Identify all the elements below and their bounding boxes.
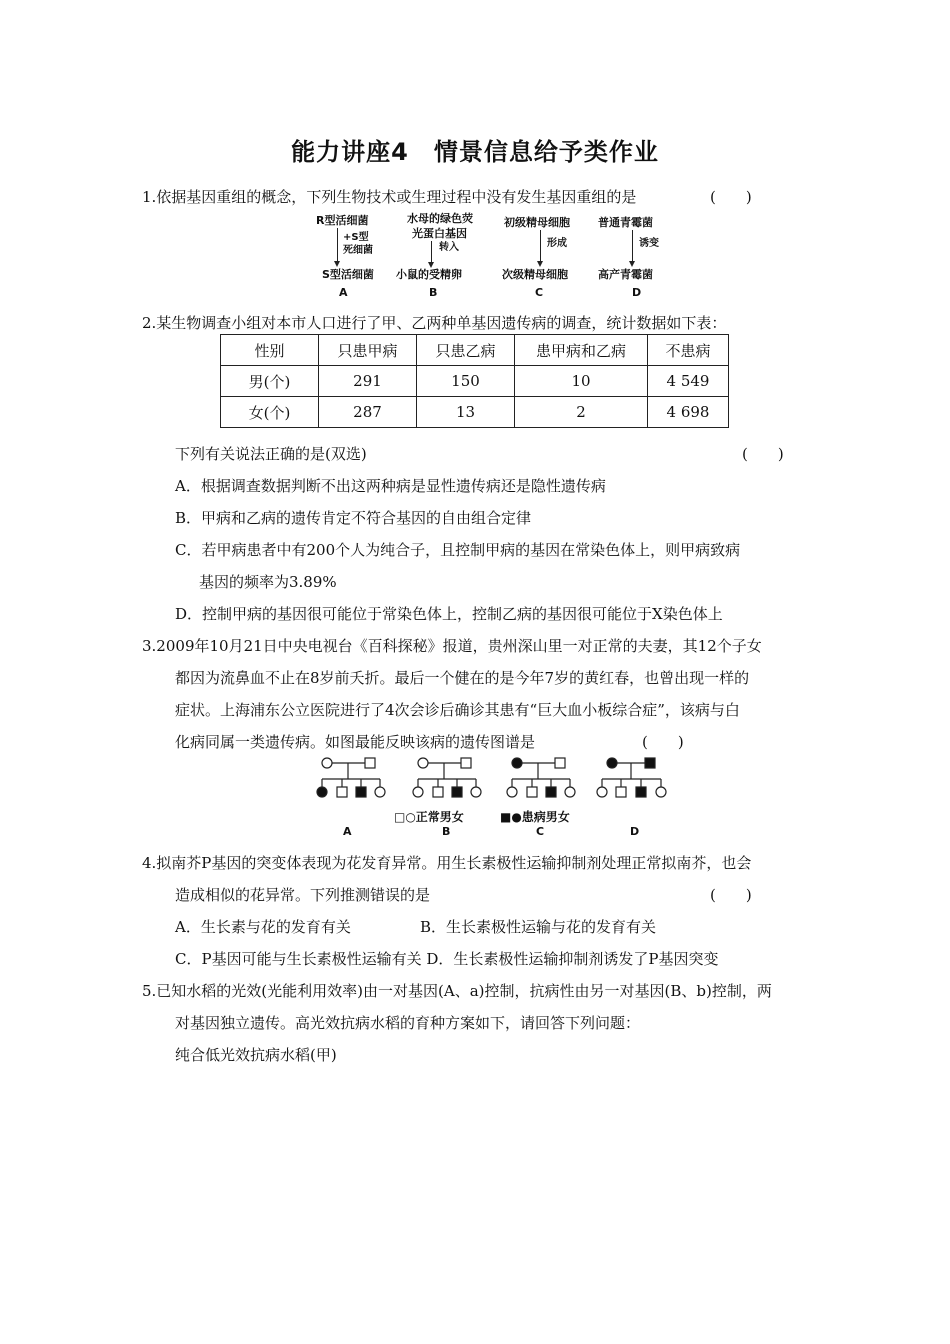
table-cell: 男(个) [221, 366, 319, 397]
q1-c-top: 初级精母细胞 [504, 216, 570, 229]
q1-stem: 1.依据基因重组的概念，下列生物技术或生理过程中没有发生基因重组的是 [142, 188, 637, 206]
table-cell: 女(个) [221, 397, 319, 428]
pedigree-letter-a: A [343, 825, 352, 838]
table-header-cell: 只患乙病 [417, 335, 515, 366]
table-row [221, 366, 729, 397]
q3-line-1: 3.2009年10月21日中央电视台《百科探秘》报道，贵州深山里一对正常的夫妻，其12个子女 [142, 637, 762, 655]
pedigree-letter-c: C [536, 825, 545, 838]
q2-option-d: D．控制甲病的基因很可能位于常染色体上，控制乙病的基因很可能位于X染色体上 [175, 605, 723, 623]
q1-d-arrow [632, 230, 633, 262]
q5-line-1: 5.已知水稻的光效(光能利用效率)由一对基因(A、a)控制，抗病性由另一对基因(B、b)控制，两 [142, 982, 772, 1000]
legend-normal: □○正常男女 [394, 810, 464, 824]
q4-option-cd: C．P基因可能与生长素极性运输有关 D．生长素极性运输抑制剂诱发了P基因突变 [175, 950, 719, 968]
pedigree-b [413, 758, 481, 797]
table-cell: 10 [515, 366, 648, 397]
q4-line-2: 造成相似的花异常。下列推测错误的是 [175, 886, 431, 904]
table-cell: 13 [417, 397, 515, 428]
q5-line-2: 对基因独立遗传。高光效抗病水稻的育种方案如下，请回答下列问题： [175, 1014, 641, 1032]
pedigree-letter-b: B [442, 825, 451, 838]
q4-answer-paren: ( ) [710, 886, 752, 904]
q1-d-top: 普通青霉菌 [598, 216, 653, 229]
q3-line-4: 化病同属一类遗传病。如图最能反映该病的遗传图谱是 [175, 733, 536, 751]
q5-line-3: 纯合低光效抗病水稻(甲) [175, 1046, 337, 1064]
table-cell: 291 [319, 366, 417, 397]
q3-line-2: 都因为流鼻血不止在8岁前夭折。最后一个健在的是今年7岁的黄红春，也曾出现一样的 [175, 669, 750, 687]
table-cell: 4 698 [648, 397, 729, 428]
q1-a-arrow [337, 228, 338, 262]
q1-b-letter: B [429, 286, 438, 299]
q1-c-mid: 形成 [547, 238, 567, 249]
table-cell: 4 549 [648, 366, 729, 397]
pedigree-letter-d: D [630, 825, 640, 838]
q1-b-top1: 水母的绿色荧 [407, 212, 473, 225]
q4-line-1: 4.拟南芥P基因的突变体表现为花发育异常。用生长素极性运输抑制剂处理正常拟南芥，也会 [142, 854, 752, 872]
q4-option-a: A．生长素与花的发育有关 [175, 918, 351, 936]
q1-a-mid1: +S型 [343, 232, 369, 243]
q1-d-letter: D [632, 286, 642, 299]
q1-d-bottom: 高产青霉菌 [598, 268, 653, 281]
q1-c-letter: C [535, 286, 544, 299]
table-header-cell: 性别 [221, 335, 319, 366]
q1-c-arrow [540, 230, 541, 262]
q1-d-mid: 诱变 [639, 238, 659, 249]
q1-b-bottom: 小鼠的受精卵 [396, 268, 462, 281]
table-header-row [221, 335, 729, 366]
table-header-cell: 只患甲病 [319, 335, 417, 366]
pedigree-figure [310, 752, 680, 802]
table-header-cell: 不患病 [648, 335, 729, 366]
q1-a-bottom: S型活细菌 [322, 268, 374, 281]
pedigree-c [507, 758, 575, 797]
legend-affected: ■●患病男女 [500, 810, 570, 824]
table-cell: 287 [319, 397, 417, 428]
q1-a-mid2: 死细菌 [343, 245, 373, 256]
q1-a-top: R型活细菌 [316, 214, 369, 227]
q1-b-top2: 光蛋白基因 [412, 227, 467, 240]
q1-answer-paren: ( ) [710, 188, 752, 206]
q1-b-mid: 转入 [439, 242, 459, 253]
q2-option-c-cont: 基因的频率为3.89% [199, 573, 337, 591]
page-title: 能力讲座4 情景信息给予类作业 [291, 138, 659, 166]
q4-option-b: B．生长素极性运输与花的发育有关 [420, 918, 657, 936]
q1-c-bottom: 次级精母细胞 [502, 268, 568, 281]
pedigree-a [317, 758, 385, 797]
survey-table [220, 334, 729, 428]
q2-option-c: C．若甲病患者中有200个人为纯合子，且控制甲病的基因在常染色体上，则甲病致病 [175, 541, 741, 559]
q2-option-a: A．根据调查数据判断不出这两种病是显性遗传病还是隐性遗传病 [175, 477, 606, 495]
table-cell: 2 [515, 397, 648, 428]
q3-answer-paren: ( ) [642, 733, 684, 751]
table-header-cell: 患甲病和乙病 [515, 335, 648, 366]
q2-prompt: 下列有关说法正确的是(双选) [175, 445, 367, 463]
pedigree-d [597, 758, 666, 797]
q2-stem: 2.某生物调查小组对本市人口进行了甲、乙两种单基因遗传病的调查，统计数据如下表： [142, 314, 727, 332]
q2-option-b: B．甲病和乙病的遗传肯定不符合基因的自由组合定律 [175, 509, 532, 527]
table-cell: 150 [417, 366, 515, 397]
q1-a-letter: A [339, 286, 348, 299]
q3-line-3: 症状。上海浦东公立医院进行了4次会诊后确诊其患有“巨大血小板综合症”，该病与白 [175, 701, 740, 719]
q2-answer-paren: ( ) [742, 445, 784, 463]
q1-b-arrow [431, 241, 432, 263]
table-row [221, 397, 729, 428]
